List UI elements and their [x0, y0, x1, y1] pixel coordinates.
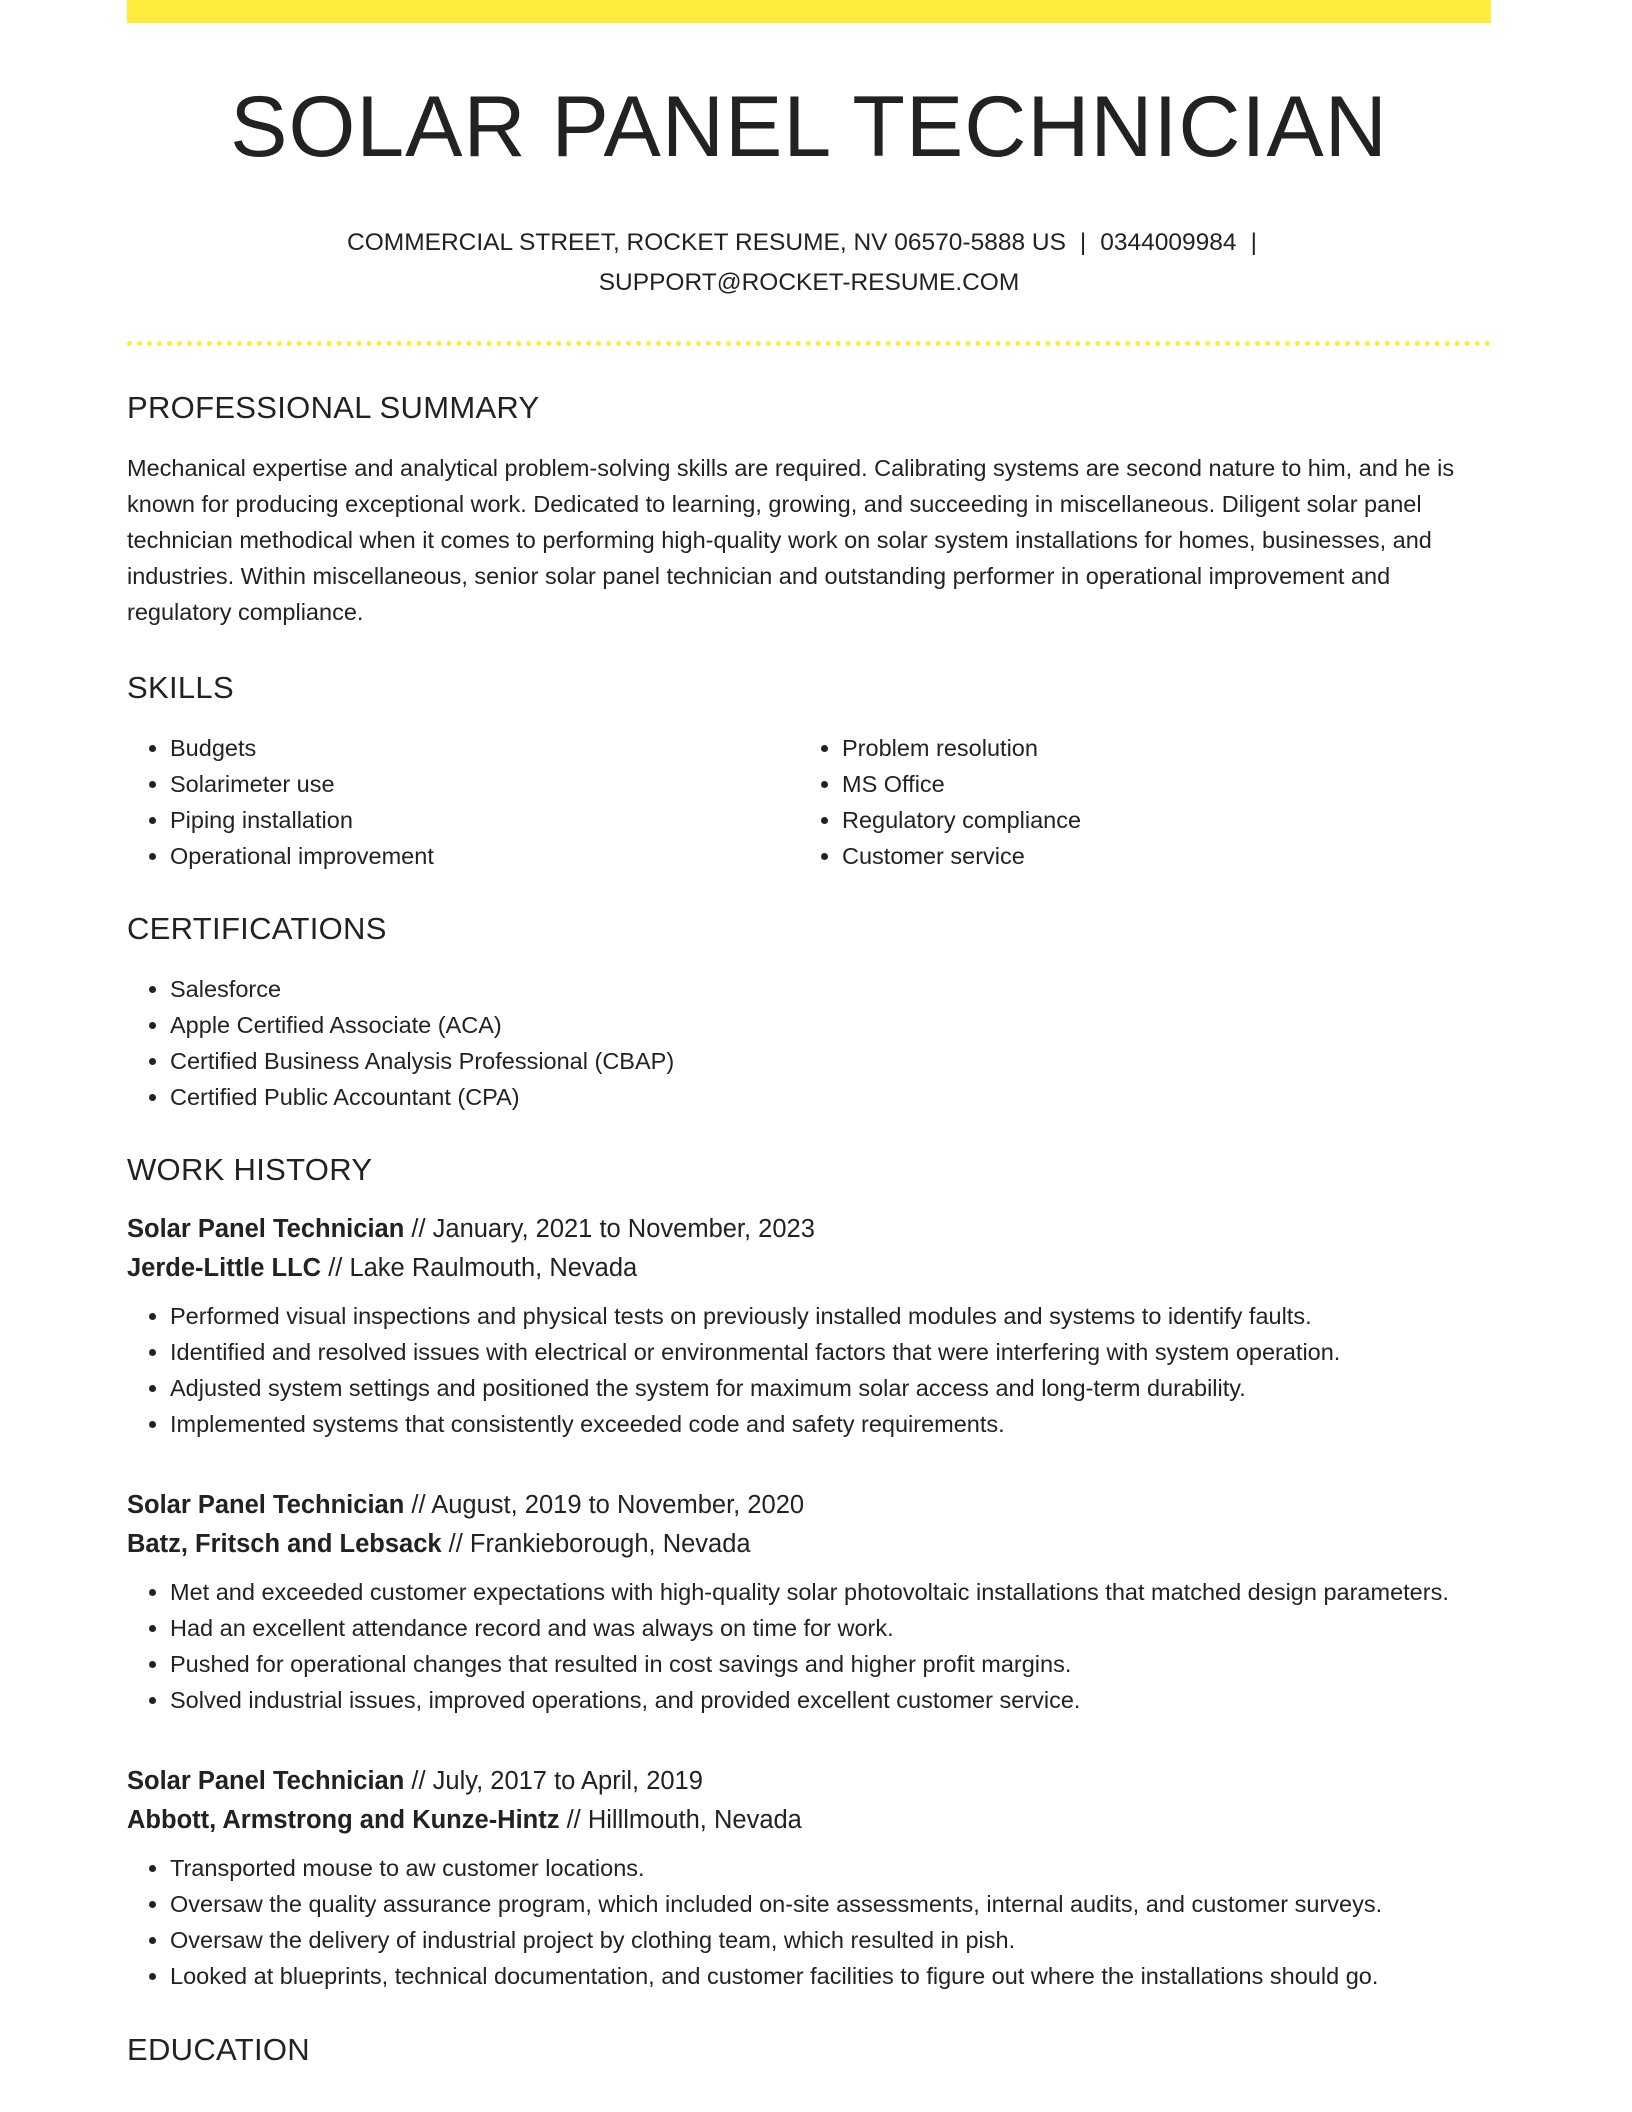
job-company: Jerde-Little LLC	[127, 1254, 322, 1283]
job-duty: • Pushed for operational changes that resulted in cost savings and higher profit margins.	[170, 1646, 1491, 1682]
skill-item: • Customer service	[842, 838, 1471, 874]
resume-title: SOLAR PANEL TECHNICIAN	[230, 79, 1388, 175]
job-dates: // July, 2017 to April, 2019	[404, 1767, 703, 1796]
skills-column-left	[127, 730, 799, 874]
contact-separator: |	[1250, 229, 1257, 257]
certification-item: • Salesforce	[170, 971, 1491, 1007]
job-role-line	[127, 1210, 1491, 1249]
certifications-list	[127, 971, 1491, 1115]
job-role: Solar Panel Technician	[127, 1491, 405, 1520]
job-company-line	[127, 1801, 1491, 1840]
job-company-line	[127, 1249, 1491, 1288]
job-duty: • Had an excellent attendance record and was always on time for work.	[170, 1610, 1491, 1646]
job-role: Solar Panel Technician	[127, 1767, 405, 1796]
summary-text: Mechanical expertise and analytical problem-solving skills are required. Calibrating systems are second nature to him, and he is known for producing exceptional work. Dedicated to learning, growing, and succeeding in miscellaneous. Diligent solar panel technician methodical when it comes to performing high-quality work on solar system installations for homes, businesses, and industries. Within miscellaneous, senior solar panel technician and outstanding performer in operational improvement and regulatory compliance.	[127, 455, 1455, 626]
job-duty: • Looked at blueprints, technical documentation, and customer facilities to figure out where the installations should go.	[170, 1958, 1491, 1994]
contact-info	[127, 223, 1491, 303]
job-entry	[127, 1762, 1491, 1994]
address: COMMERCIAL STREET, ROCKET RESUME, NV 06570-5888 US	[347, 229, 1066, 257]
job-role: Solar Panel Technician	[127, 1215, 405, 1244]
resume-page	[127, 0, 1491, 2068]
certification-item: • Apple Certified Associate (ACA)	[170, 1007, 1491, 1043]
job-entry	[127, 1210, 1491, 1442]
contact-line-1	[127, 223, 1491, 263]
job-duty: • Adjusted system settings and positioned the system for maximum solar access and long-term durability.	[170, 1370, 1491, 1406]
skill-item: • MS Office	[842, 766, 1471, 802]
phone: 0344009984	[1100, 229, 1237, 257]
job-duty: • Identified and resolved issues with electrical or environmental factors that were interfering with system operation.	[170, 1334, 1491, 1370]
job-duty: • Performed visual inspections and physical tests on previously installed modules and systems to identify faults.	[170, 1298, 1491, 1334]
job-entry	[127, 1486, 1491, 1718]
job-dates: // August, 2019 to November, 2020	[404, 1491, 805, 1520]
job-location: // Hilllmouth, Nevada	[559, 1806, 802, 1835]
job-duties	[127, 1574, 1491, 1718]
contact-separator: |	[1079, 229, 1087, 257]
skills-list	[127, 730, 1491, 874]
job-company-line	[127, 1525, 1491, 1564]
skill-item: • Operational improvement	[170, 838, 799, 874]
job-dates: // January, 2021 to November, 2023	[404, 1215, 815, 1244]
certification-item: • Certified Public Accountant (CPA)	[170, 1079, 1491, 1115]
skill-item: • Solarimeter use	[170, 766, 799, 802]
job-role-line	[127, 1762, 1491, 1801]
job-duty: • Implemented systems that consistently exceeded code and safety requirements.	[170, 1406, 1491, 1442]
dotted-divider	[127, 341, 1491, 346]
skill-item: • Piping installation	[170, 802, 799, 838]
contact-line-2	[127, 263, 1491, 303]
certifications-heading: CERTIFICATIONS	[127, 911, 387, 947]
job-duty: • Solved industrial issues, improved operations, and provided excellent customer service.	[170, 1682, 1491, 1718]
job-duty: • Oversaw the delivery of industrial project by clothing team, which resulted in pish.	[170, 1922, 1491, 1958]
accent-top-bar	[127, 0, 1491, 23]
work-history-heading: WORK HISTORY	[127, 1152, 373, 1188]
job-company: Abbott, Armstrong and Kunze-Hintz	[127, 1806, 560, 1835]
job-duty: • Met and exceeded customer expectations with high-quality solar photovoltaic installations that matched design parameters.	[170, 1574, 1491, 1610]
skill-item: • Problem resolution	[842, 730, 1471, 766]
email: SUPPORT@ROCKET-RESUME.COM	[598, 269, 1020, 297]
job-location: // Frankieborough, Nevada	[441, 1530, 751, 1559]
certification-item: • Certified Business Analysis Professional (CBAP)	[170, 1043, 1491, 1079]
job-duties	[127, 1298, 1491, 1442]
job-duties	[127, 1850, 1491, 1994]
job-location: // Lake Raulmouth, Nevada	[321, 1254, 638, 1283]
skill-item: • Regulatory compliance	[842, 802, 1471, 838]
job-company: Batz, Fritsch and Lebsack	[127, 1530, 442, 1559]
skills-heading: SKILLS	[127, 670, 234, 706]
job-duty: • Transported mouse to aw customer locations.	[170, 1850, 1491, 1886]
job-role-line	[127, 1486, 1491, 1525]
skills-column-right	[799, 730, 1471, 874]
summary-heading: PROFESSIONAL SUMMARY	[127, 390, 540, 426]
job-duty: • Oversaw the quality assurance program, which included on-site assessments, internal audits, and customer surveys.	[170, 1886, 1491, 1922]
education-heading: EDUCATION	[127, 2032, 310, 2068]
skill-item: • Budgets	[170, 730, 799, 766]
